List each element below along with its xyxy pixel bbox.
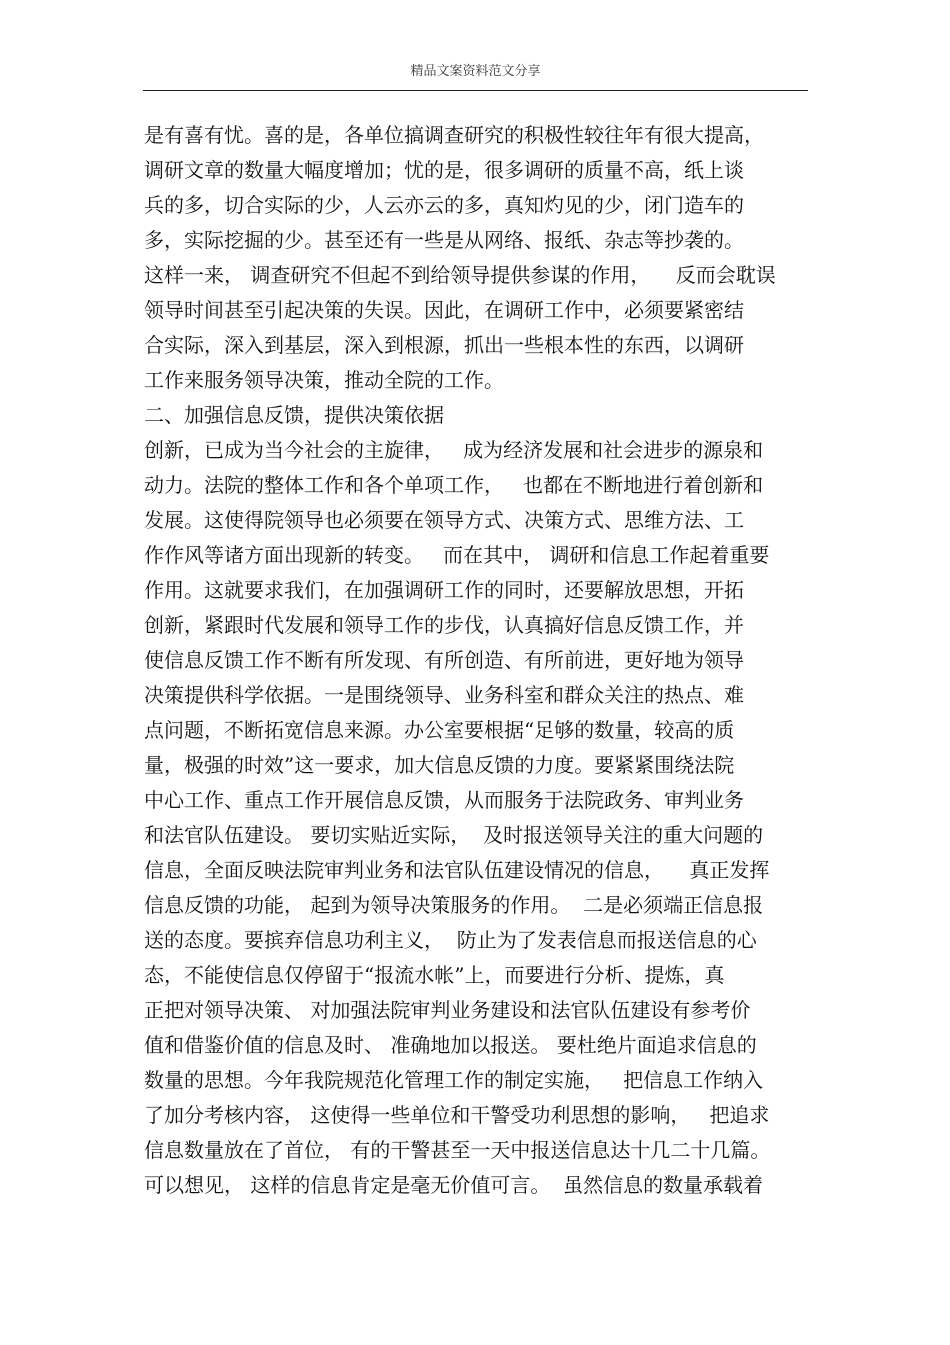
text-line: 点问题，不断拓宽信息来源。办公室要根据“足够的数量，较高的质 <box>144 718 735 742</box>
document-body <box>144 118 814 1203</box>
text-line: 中心工作、重点工作开展信息反馈，从而服务于法院政务、审判业务 <box>144 788 744 812</box>
text-line: 决策提供科学依据。一是围绕领导、业务科室和群众关注的热点、难 <box>144 683 744 707</box>
text-line: 了加分考核内容， 这使得一些单位和干警受功利思想的影响， 把追求 <box>144 1103 770 1127</box>
text-line: 作用。这就要求我们，在加强调研工作的同时，还要解放思想，开拓 <box>144 578 744 602</box>
text-line: 领导时间甚至引起决策的失误。因此，在调研工作中，必须要紧密结 <box>144 298 744 322</box>
text-line: 量，极强的时效”这一要求，加大信息反馈的力度。要紧紧围绕法院 <box>144 753 735 777</box>
text-line: 使信息反馈工作不断有所发现、有所创造、有所前进，更好地为领导 <box>144 648 744 672</box>
text-line: 值和借鉴价值的信息及时、 准确地加以报送。 要杜绝片面追求信息的 <box>144 1033 757 1057</box>
text-line: 作作风等诸方面出现新的转变。 而在其中， 调研和信息工作起着重要 <box>144 543 770 567</box>
text-line: 信息反馈的功能， 起到为领导决策服务的作用。 二是必须端正信息报 <box>144 893 764 917</box>
text-line: 可以想见， 这样的信息肯定是毫无价值可言。 虽然信息的数量承载着 <box>144 1173 764 1197</box>
text-line: 创新，紧跟时代发展和领导工作的步伐，认真搞好信息反馈工作，并 <box>144 613 744 637</box>
text-line: 动力。法院的整体工作和各个单项工作， 也都在不断地进行着创新和 <box>144 473 764 497</box>
text-line: 态，不能使信息仅停留于“报流水帐”上，而要进行分析、提炼，真 <box>144 963 725 987</box>
text-line: 数量的思想。今年我院规范化管理工作的制定实施， 把信息工作纳入 <box>144 1068 764 1092</box>
text-line: 发展。这使得院领导也必须要在领导方式、决策方式、思维方法、工 <box>144 508 744 532</box>
text-line: 这样一来， 调查研究不但起不到给领导提供参谋的作用， 反而会耽误 <box>144 263 776 287</box>
text-line: 和法官队伍建设。 要切实贴近实际， 及时报送领导关注的重大问题的 <box>144 823 764 847</box>
text-line: 工作来服务领导决策，推动全院的工作。 <box>144 368 504 392</box>
text-line: 兵的多，切合实际的少，人云亦云的多，真知灼见的少，闭门造车的 <box>144 193 744 217</box>
text-line: 是有喜有忧。喜的是，各单位搞调查研究的积极性较往年有很大提高， <box>144 123 764 147</box>
text-line: 调研文章的数量大幅度增加；忧的是，很多调研的质量不高，纸上谈 <box>144 158 744 182</box>
page-header: 精品文案资料范文分享 <box>410 64 541 79</box>
text-line: 信息数量放在了首位， 有的干警甚至一天中报送信息达十几二十几篇。 <box>144 1138 771 1162</box>
text-line: 送的态度。要摈弃信息功利主义， 防止为了发表信息而报送信息的心 <box>144 928 757 952</box>
text-line: 信息，全面反映法院审判业务和法官队伍建设情况的信息， 真正发挥 <box>144 858 770 882</box>
text-line: 正把对领导决策、 对加强法院审判业务建设和法官队伍建设有参考价 <box>144 998 751 1022</box>
header-divider <box>143 90 808 91</box>
text-line: 创新，已成为当今社会的主旋律， 成为经济发展和社会进步的源泉和 <box>144 438 764 462</box>
text-line: 多，实际挖掘的少。甚至还有一些是从网络、报纸、杂志等抄袭的。 <box>144 228 744 252</box>
text-line: 合实际，深入到基层，深入到根源，抓出一些根本性的东西，以调研 <box>144 333 744 357</box>
section-heading: 二、加强信息反馈，提供决策依据 <box>144 403 444 427</box>
